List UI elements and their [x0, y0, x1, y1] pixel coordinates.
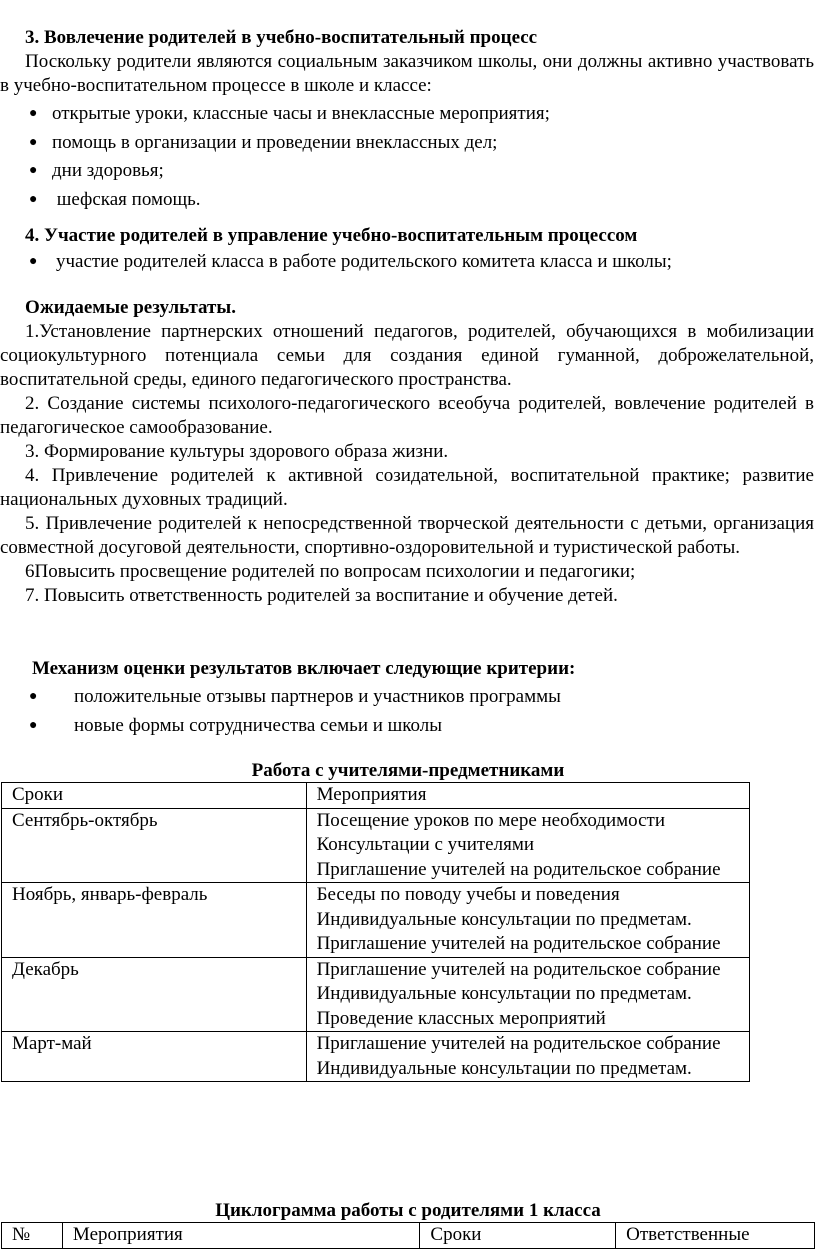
header-cell: Сроки — [2, 783, 307, 809]
bullet-icon: ● — [29, 106, 38, 121]
bullet-icon: ● — [29, 717, 38, 733]
teachers-table-caption: Работа с учителями-предметниками — [251, 760, 565, 781]
events-cell: Беседы по поводу учебы и поведения Индивидуальные консультации по предметам. Приглашение учителей на родительское собрание — [306, 883, 749, 958]
result-item: 7. Повысить ответственность родителей за воспитание и обучение детей. — [25, 585, 618, 606]
list-item: ● участие родителей класса в работе родительского комитета класса и школы; — [0, 248, 816, 277]
table-header-row — [2, 783, 750, 809]
section-4 — [0, 224, 816, 277]
result-item: 1.Установление партнерских отношений педагогов, родителей, обучающихся в мобилизации социокультурного потенциала семьи для создания единой гуманной, доброжелательной, воспитательной среды, единого педагогического пространства. — [0, 321, 814, 390]
results-title: Ожидаемые результаты. — [25, 297, 236, 318]
mechanism-list — [0, 683, 816, 740]
result-item: 6Повысить просвещение родителей по вопросам психологии и педагогики; — [25, 561, 636, 582]
period-cell: Декабрь — [2, 957, 307, 1032]
cyclogram-table — [1, 1222, 815, 1249]
events-cell: Приглашение учителей на родительское собрание Индивидуальные консультации по предметам. Проведение классных мероприятий — [306, 957, 749, 1032]
header-cell: № — [2, 1223, 63, 1249]
list-item: ● открытые уроки, классные часы и внеклассные мероприятия; — [0, 100, 816, 129]
result-item: 2. Создание системы психолого-педагогического всеобуча родителей, вовлечение родителей в педагогическое самообразование. — [0, 393, 814, 438]
header-cell: Сроки — [420, 1223, 616, 1249]
section-3-title: 3. Вовлечение родителей в учебно-воспитательный процесс — [25, 27, 538, 48]
result-item: 4. Привлечение родителей к активной созидательной, воспитательной практике; развитие национальных духовных традиций. — [0, 465, 814, 510]
table-row — [2, 957, 750, 1032]
header-cell: Мероприятия — [306, 783, 749, 809]
section-4-list — [0, 248, 816, 277]
list-item: ● шефская помощь. — [0, 186, 816, 215]
header-cell: Ответственные — [616, 1223, 815, 1249]
period-cell: Март-май — [2, 1032, 307, 1082]
list-item: ● новые формы сотрудничества семьи и школы — [0, 712, 816, 741]
list-item: ● помощь в организации и проведении внеклассных дел; — [0, 129, 816, 158]
bullet-icon: ● — [29, 191, 38, 207]
period-cell: Сентябрь-октябрь — [2, 808, 307, 883]
expected-results — [0, 296, 816, 608]
bullet-icon: ● — [29, 134, 38, 150]
list-item: ● дни здоровья; — [0, 157, 816, 186]
table-row — [2, 808, 750, 883]
bullet-icon: ● — [29, 689, 38, 704]
result-item: 3. Формирование культуры здорового образа жизни. — [25, 441, 449, 462]
events-cell: Посещение уроков по мере необходимости Консультации с учителями Приглашение учителей на родительское собрание — [306, 808, 749, 883]
section-3-intro: Поскольку родители являются социальным заказчиком школы, они должны активно участвовать в учебно-воспитательном процессе в школе и классе: — [0, 51, 814, 96]
teachers-table — [1, 782, 750, 1082]
section-3 — [0, 26, 816, 214]
cyclogram-caption: Циклограмма работы с родителями 1 класса — [215, 1200, 601, 1221]
header-cell: Мероприятия — [62, 1223, 419, 1249]
table-row — [2, 883, 750, 958]
list-item: ● положительные отзывы партнеров и участников программы — [0, 683, 816, 712]
table-header-row — [2, 1223, 815, 1249]
period-cell: Ноябрь, январь-февраль — [2, 883, 307, 958]
mechanism-section — [0, 657, 816, 740]
section-4-title: 4. Участие родителей в управление учебно-воспитательным процессом — [25, 225, 638, 246]
bullet-icon: ● — [29, 163, 38, 178]
table-row — [2, 1032, 750, 1082]
mechanism-title: Механизм оценки результатов включает следующие критерии: — [32, 658, 576, 679]
section-3-list — [0, 100, 816, 214]
events-cell: Приглашение учителей на родительское собрание Индивидуальные консультации по предметам. — [306, 1032, 749, 1082]
result-item: 5. Привлечение родителей к непосредственной творческой деятельности с детьми, организация совместной досуговой деятельности, спортивно-оздоровительной и туристической работы. — [0, 513, 814, 558]
bullet-icon: ● — [29, 254, 38, 269]
